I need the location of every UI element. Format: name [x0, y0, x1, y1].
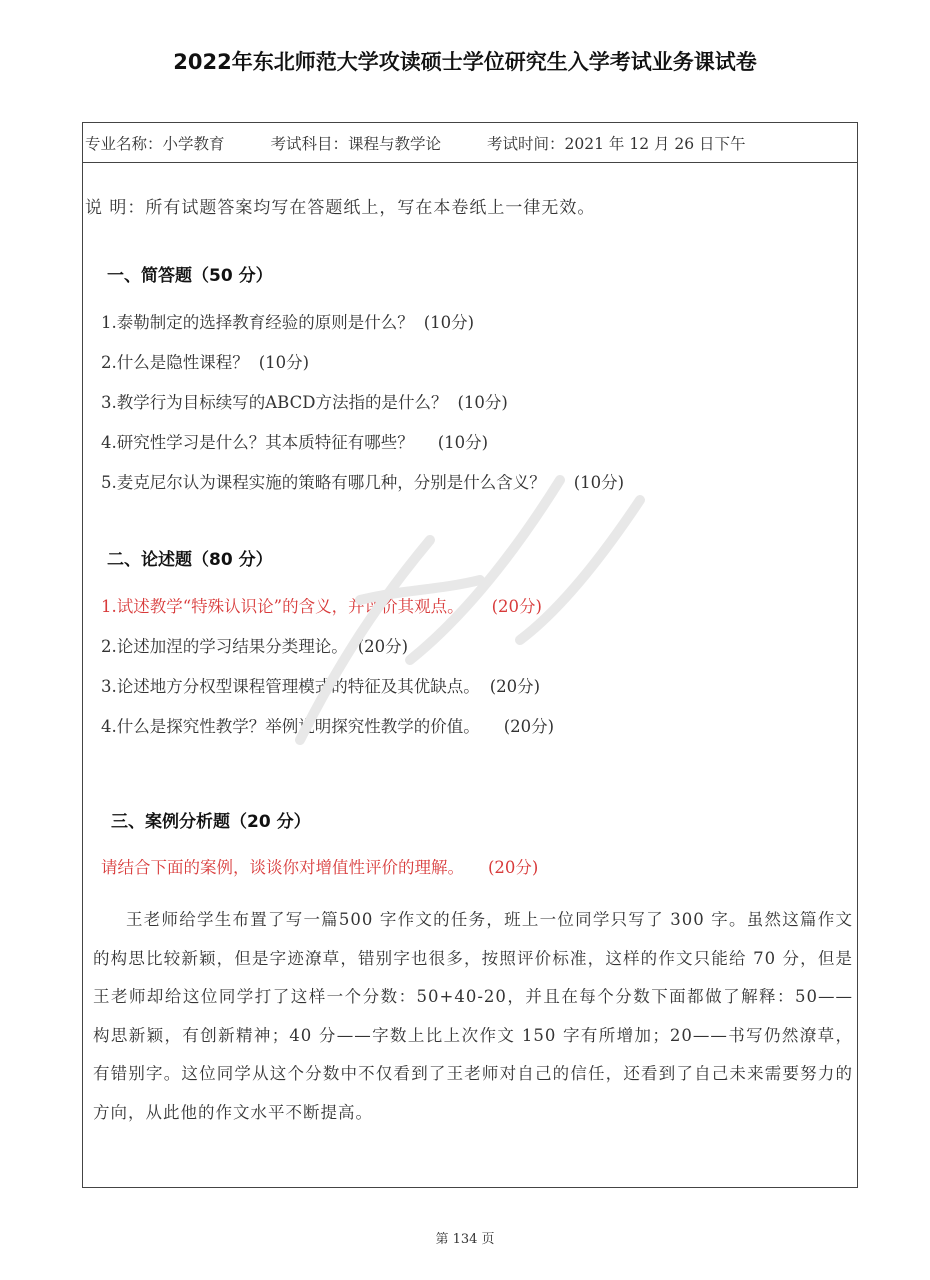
case-prompt-highlighted: 请结合下面的案例，谈谈你对增值性评价的理解。 (20分)	[101, 858, 539, 877]
question-item: 4.什么是探究性教学？举例说明探究性教学的价值。 (20分)	[101, 717, 555, 736]
instructions-note: 说 明：所有试题答案均写在答题纸上，写在本卷纸上一律无效。	[85, 198, 596, 218]
exam-header-row	[83, 123, 857, 163]
question-item: 2.什么是隐性课程？ (10分)	[101, 353, 310, 372]
question-item: 5.麦克尼尔认为课程实施的策略有哪几种，分别是什么含义？ (10分)	[101, 473, 625, 492]
section-heading-essay: 二、论述题（80 分）	[107, 550, 273, 570]
question-item: 1.泰勒制定的选择教育经验的原则是什么？ (10分)	[101, 313, 475, 332]
question-item: 3.论述地方分权型课程管理模式的特征及其优缺点。 (20分)	[101, 677, 541, 696]
exam-time: 考试时间：2021 年 12 月 26 日下午	[487, 134, 746, 153]
exam-subject: 考试科目：课程与教学论	[270, 134, 442, 153]
case-text: 王老师给学生布置了写一篇500 字作文的任务，班上一位同学只写了 300 字。虽然这篇作文的构思比较新颖，但是字迹潦草，错别字也很多，按照评价标准，这样的作文只能给 70 分，但是王老师却给这位同学打了这样一个分数：50+40-20，并且在每个分数下面都做了解释：50——构思新颖，有创新精神；40 分——字数上比上次作文 150 字有所增加；20——书写仍然潦草，有错别字。这位同学从这个分数中不仅看到了王老师对自己的信任，还看到了自己未来需要努力的方向，从此他的作文水平不断提高。	[93, 910, 853, 1122]
question-item-highlighted: 1.试述教学“特殊认识论”的含义，并评价其观点。 (20分)	[101, 597, 542, 616]
exam-title: 2022年东北师范大学攻读硕士学位研究生入学考试业务课试卷	[173, 50, 757, 74]
section-heading-case-analysis: 三、案例分析题（20 分）	[111, 812, 311, 832]
question-item: 3.教学行为目标续写的ABCD方法指的是什么？ (10分)	[101, 393, 508, 412]
major-name: 专业名称：小学教育	[85, 134, 225, 153]
question-item: 2.论述加涅的学习结果分类理论。 (20分)	[101, 637, 409, 656]
exam-frame	[82, 122, 858, 1188]
page-number: 第 134 页	[435, 1232, 495, 1247]
question-item: 4.研究性学习是什么？其本质特征有哪些？ (10分)	[101, 433, 489, 452]
section-heading-short-answer: 一、简答题（50 分）	[107, 266, 273, 286]
